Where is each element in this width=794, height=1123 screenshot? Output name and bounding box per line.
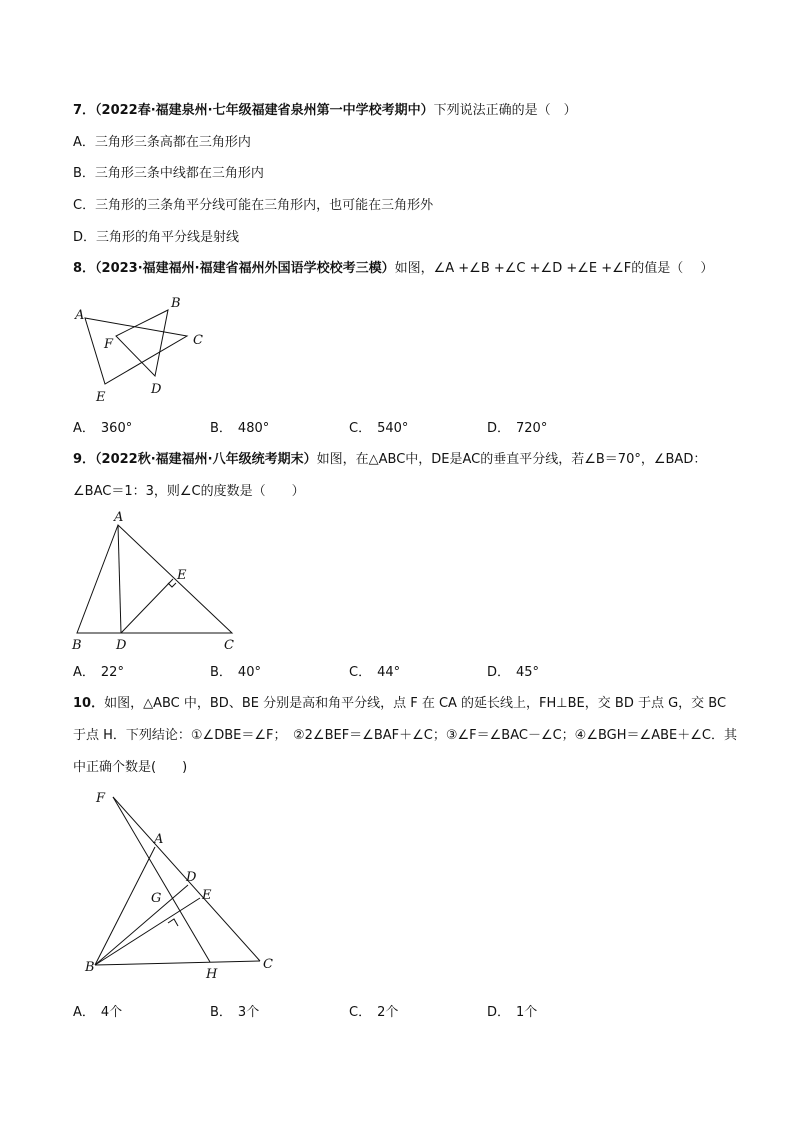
q7-option-d (73, 229, 239, 247)
label-d: D (151, 382, 162, 397)
label-b: B (171, 296, 181, 311)
option-text: 360° (100, 421, 133, 436)
q9-header (73, 451, 706, 469)
option-letter: D． (73, 230, 97, 245)
q8-option-c (349, 420, 408, 438)
option-letter: A． (73, 135, 95, 150)
option-text: 3个 (237, 1005, 260, 1020)
option-letter: B． (210, 421, 232, 436)
q9-option-b (210, 664, 261, 682)
q9-option-d (487, 664, 539, 682)
option-text: 40° (237, 665, 261, 680)
q10-option-d (487, 1004, 537, 1022)
q10-number: 10． (73, 696, 105, 711)
option-text: 720° (516, 421, 548, 436)
triangle-ace (85, 318, 187, 384)
label-h: H (206, 967, 218, 982)
option-text: 三角形的三条角平分线可能在三角形内，也可能在三角形外 (95, 198, 434, 213)
option-letter: A． (73, 665, 95, 680)
label-a: A (75, 308, 85, 323)
option-letter: D． (487, 1005, 511, 1020)
q7-header (73, 102, 577, 120)
q9-stem-line1: 如图，在△ABC中，DE是AC的垂直平分线，若∠B＝70°，∠BAD： (316, 452, 707, 467)
option-letter: A． (73, 421, 95, 436)
option-text: 44° (377, 665, 401, 680)
option-text: 1个 (516, 1005, 538, 1020)
q10-figure (80, 785, 290, 985)
segment-be (95, 898, 200, 965)
option-letter: B． (210, 665, 232, 680)
label-c: C (263, 957, 273, 972)
label-d: D (186, 870, 197, 885)
option-letter: B． (73, 166, 95, 181)
option-letter: A． (73, 1005, 95, 1020)
q9-number: 9． (73, 452, 96, 467)
label-f: F (96, 791, 106, 806)
option-text: 540° (377, 421, 409, 436)
q10-option-c (349, 1004, 398, 1022)
segment-bd (95, 885, 188, 965)
label-d: D (116, 638, 127, 653)
q9-option-c (349, 664, 400, 682)
right-angle-mark (168, 583, 176, 587)
segment-ba (95, 847, 155, 965)
q7-option-a (73, 134, 251, 152)
option-text: 4个 (100, 1005, 123, 1020)
label-g: G (151, 891, 162, 906)
label-a: A (114, 510, 124, 525)
triangle-abc (77, 525, 232, 633)
option-text: 2个 (377, 1005, 399, 1020)
label-c: C (193, 333, 203, 348)
q9-stem-line2: ∠BAC＝1：3，则∠C的度数是（ ） (73, 484, 305, 499)
q9-source: （2022秋·福建福州·八年级统考期末） (95, 452, 317, 467)
q8-figure (60, 288, 230, 408)
label-e: E (177, 568, 187, 583)
label-c: C (224, 638, 234, 653)
label-f: F (104, 337, 114, 352)
q10-header (73, 695, 726, 713)
q8-option-d (487, 420, 547, 438)
right-angle-mark (168, 919, 178, 926)
option-text: 三角形的角平分线是射线 (96, 230, 240, 245)
q7-option-b (73, 165, 264, 183)
q10-stem-line2: 于点 H．下列结论：①∠DBE＝∠F； ②2∠BEF＝∠BAF＋∠C；③∠F＝∠BAC－∠C；④∠BGH＝∠ABE＋∠C．其 (73, 728, 737, 743)
option-letter: C． (349, 421, 372, 436)
q7-stem: 下列说法正确的是（ ） (433, 103, 577, 118)
segment-de (121, 579, 173, 633)
q10-option-a (73, 1004, 122, 1022)
option-letter: B． (210, 1005, 232, 1020)
option-letter: C． (349, 665, 372, 680)
option-text: 三角形三条中线都在三角形内 (94, 166, 264, 181)
q9-figure (60, 505, 250, 655)
option-text: 45° (516, 665, 540, 680)
q7-source: （2022春·福建泉州·七年级福建省泉州第一中学校考期中） (95, 103, 434, 118)
segment-ad (118, 525, 121, 633)
q9-option-a (73, 664, 124, 682)
option-text: 三角形三条高都在三角形内 (94, 135, 251, 150)
option-text: 480° (237, 421, 270, 436)
q7-number: 7． (73, 103, 96, 118)
q8-source: （2023·福建福州·福建省福州外国语学校校考三模） (95, 261, 395, 276)
q8-option-b (210, 420, 269, 438)
q7-option-c (73, 197, 433, 215)
option-letter: C． (73, 198, 96, 213)
option-text: 22° (100, 665, 124, 680)
q10-stem-line1: 如图，△ABC 中，BD、BE 分别是高和角平分线，点 F 在 CA 的延长线上，FH⊥BE，交 BD 于点 G，交 BC (104, 696, 727, 711)
q10-stem-line3: 中正确个数是( ) (73, 760, 188, 775)
option-letter: D． (487, 421, 511, 436)
label-b: B (72, 638, 82, 653)
option-letter: C． (349, 1005, 372, 1020)
q8-option-a (73, 420, 132, 438)
option-letter: D． (487, 665, 511, 680)
label-b: B (85, 960, 95, 975)
label-e: E (96, 390, 106, 405)
q10-option-b (210, 1004, 259, 1022)
segment-bc (95, 961, 260, 965)
triangle-bfd (116, 310, 168, 376)
q8-header (73, 260, 713, 278)
label-e: E (202, 888, 212, 903)
q8-stem: 如图，∠A +∠B +∠C +∠D +∠E +∠F的值是（ ） (394, 261, 714, 276)
label-a: A (154, 832, 164, 847)
q8-number: 8． (73, 261, 96, 276)
